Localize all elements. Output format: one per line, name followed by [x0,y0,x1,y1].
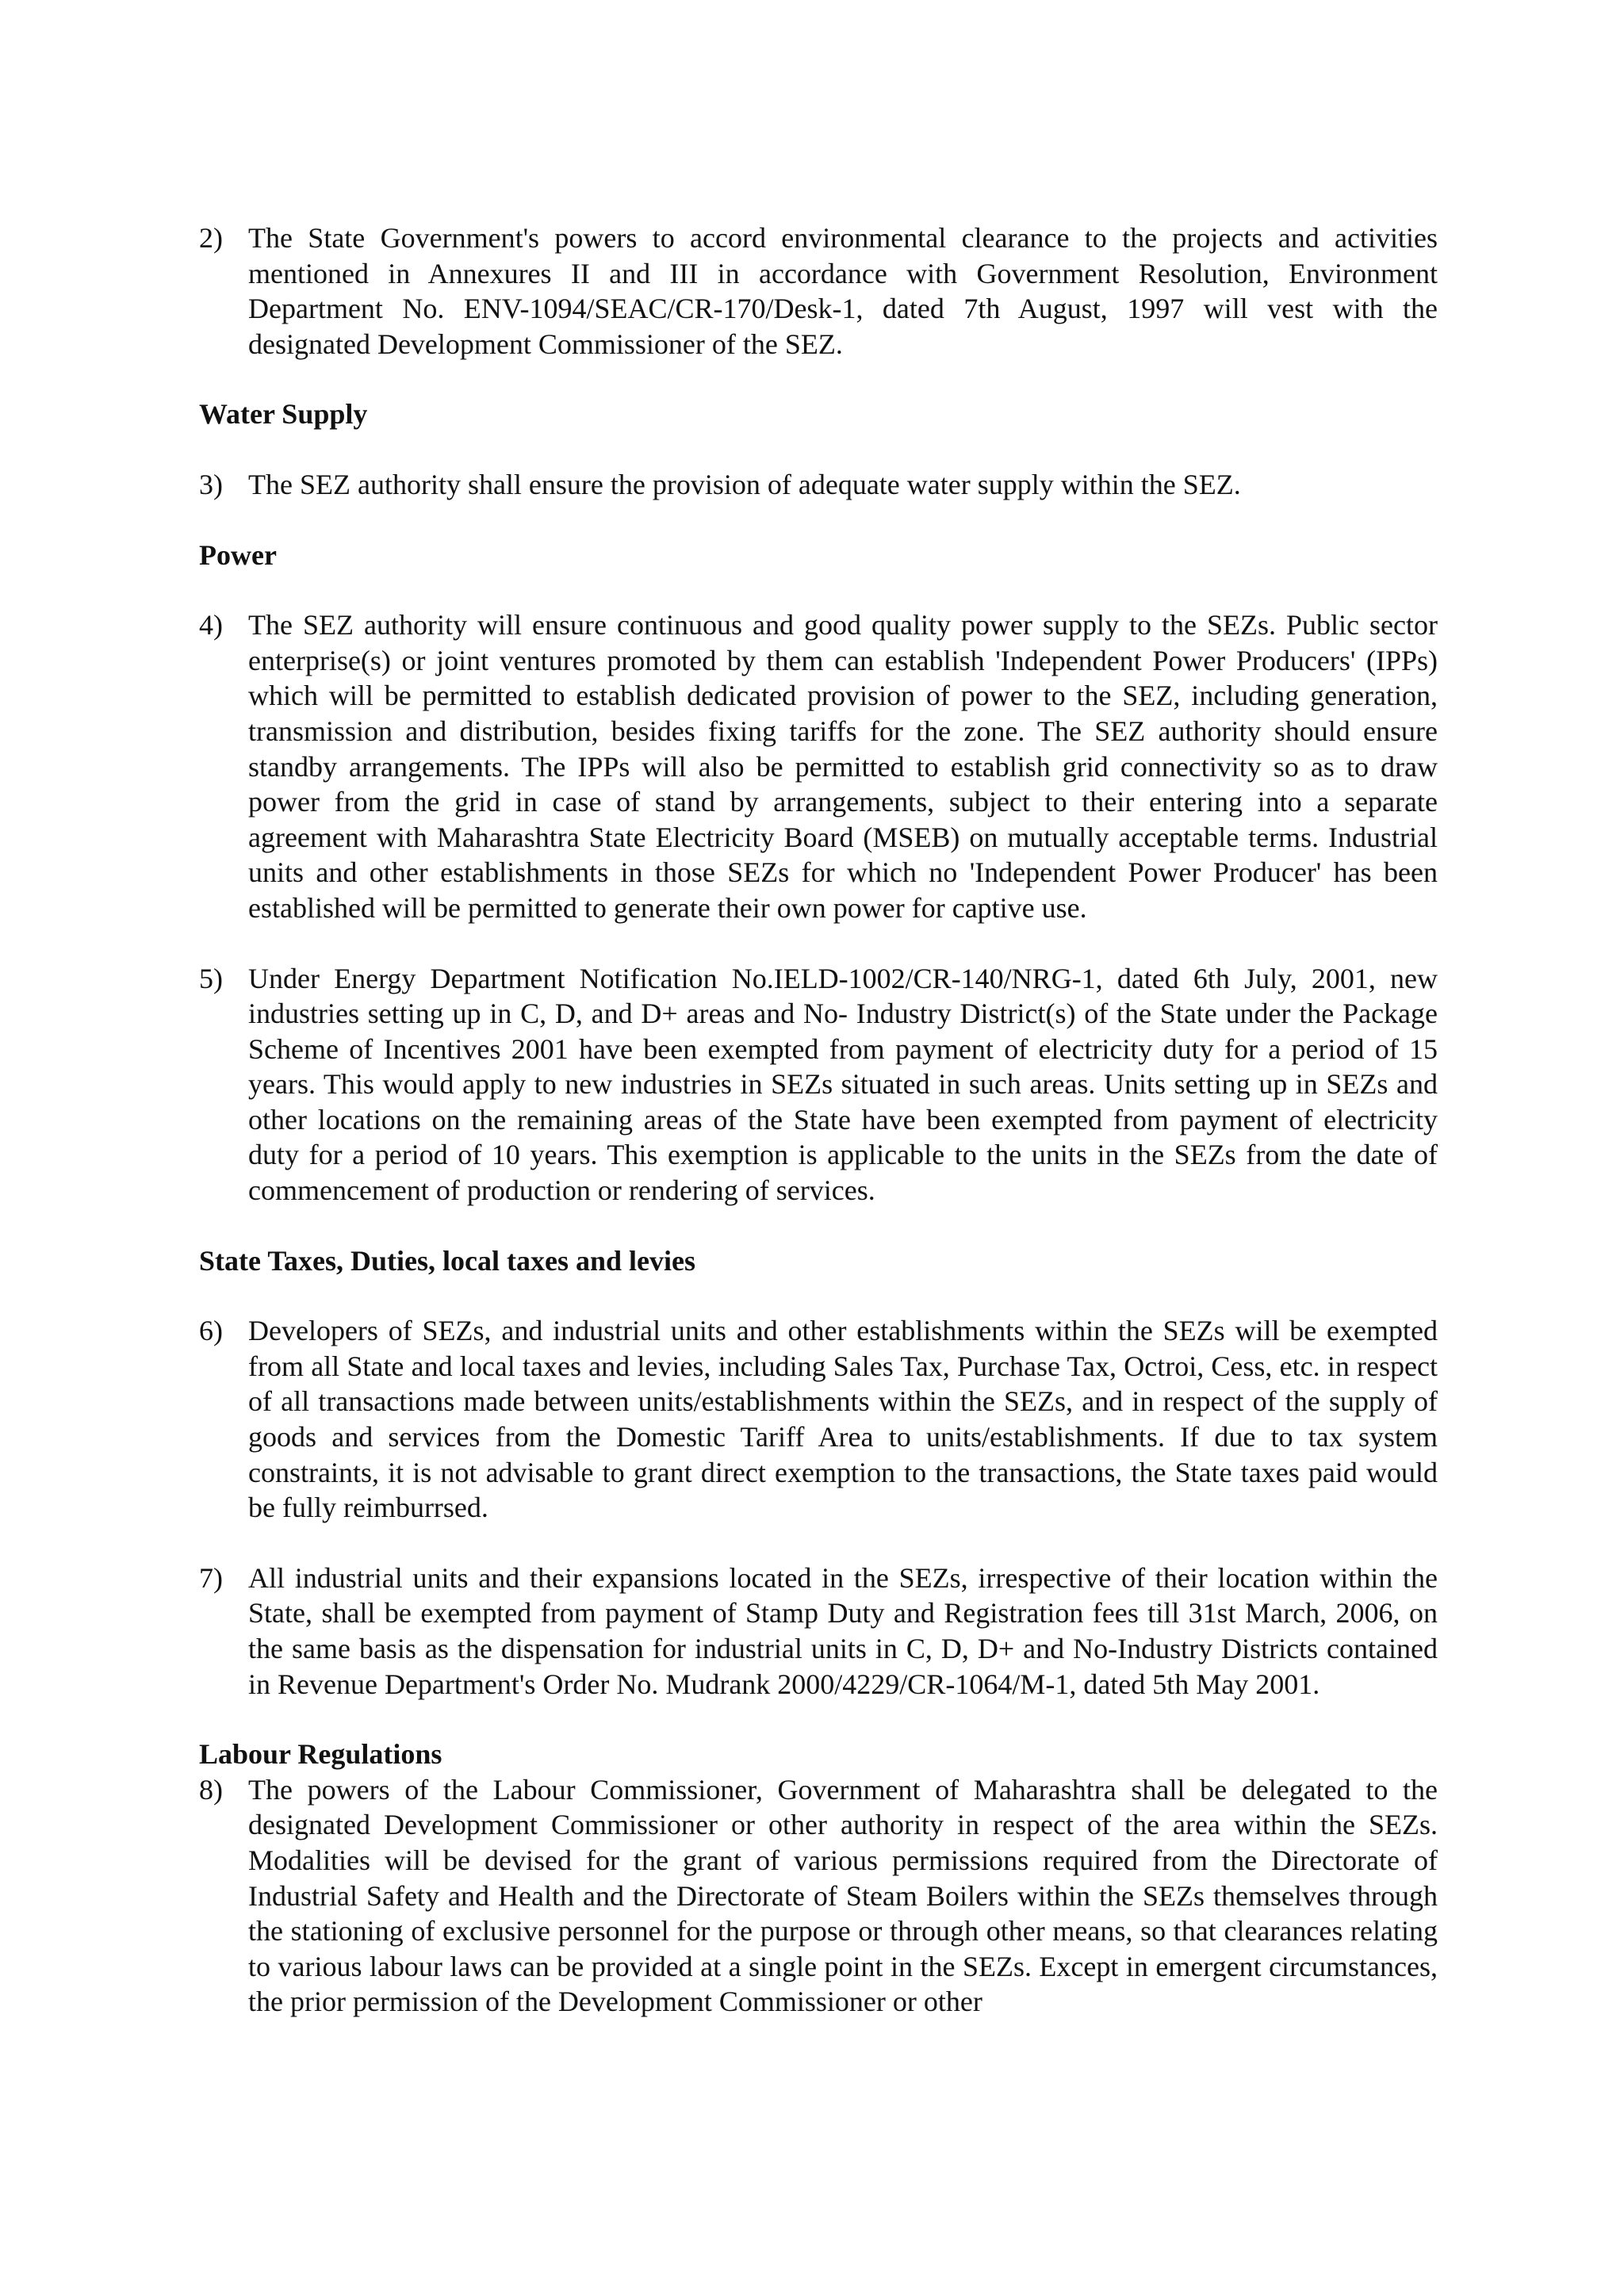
heading-labour-regulations: Labour Regulations [199,1738,442,1771]
paragraph-4 [199,607,1438,925]
paragraph-text: Under Energy Department Notification No.IELD-1002/CR-140/NRG-1, dated 6th July, 2001, new industries setting up in C, D, and D+ areas and No- Industry District(s) of the State under the Package Scheme of Incentives 2001 have been exempted from payment of electricity duty for a period of 15 years. This would apply to new industries in SEZs situated in such areas. Units setting up in SEZs and other locations on the remaining areas of the State have been exempted from payment of electricity duty for a period of 10 years. This exemption is applicable to the units in the SEZs from the date of commencement of production or rendering of services. [248,962,1438,1207]
paragraph-number: 6) [199,1315,223,1347]
paragraph-text: The powers of the Labour Commissioner, Government of Maharashtra shall be delegated to the designated Development Commissioner or other authority in respect of the area within the SEZs. Modalities will be devised for the grant of various permissions required from the Directorate of Industrial Safety and Health and the Directorate of Steam Boilers within the SEZs themselves through the stationing of exclusive personnel for the purpose or through other means, so that clearances relating to various labour laws can be provided at a single point in the SEZs. Except in emergent circumstances, the prior permission of the Development Commissioner or other [248,1773,1438,2018]
heading-power: Power [199,538,277,571]
heading-water-supply: Water Supply [199,398,368,431]
paragraph-2 [199,220,1438,362]
paragraph-text: The SEZ authority will ensure continuous and good quality power supply to the SEZs. Public sector enterprise(s) or joint ventures promoted by them can establish 'Independent Power Producers' (IPPs) which will be permitted to establish dedicated provision of power to the SEZ, including generation, transmission and distribution, besides fixing tariffs for the zone. The SEZ authority should ensure standby arrangements. The IPPs will also be permitted to establish grid connectivity so as to draw power from the grid in case of stand by arrangements, subject to their entering into a separate agreement with Maharashtra State Electricity Board (MSEB) on mutually acceptable terms. Industrial units and other establishments in those SEZs for which no 'Independent Power Producer' has been established will be permitted to generate their own power for captive use. [248,609,1438,924]
paragraph-6 [199,1313,1438,1526]
paragraph-text: The State Government's powers to accord environmental clearance to the projects and activities mentioned in Annexures II and III in accordance with Government Resolution, Environment Department No. ENV-1094/SEAC/CR-170/Desk-1, dated 7th August, 1997 will vest with the designated Development Commissioner of the SEZ. [248,222,1438,360]
paragraph-number: 4) [199,609,223,641]
paragraph-7 [199,1561,1438,1702]
paragraph-number: 7) [199,1561,223,1594]
paragraph-3 [199,467,1438,503]
paragraph-number: 8) [199,1773,223,1806]
paragraph-8 [199,1772,1438,2020]
heading-state-taxes: State Taxes, Duties, local taxes and levies [199,1244,695,1277]
paragraph-number: 5) [199,962,223,994]
paragraph-text: Developers of SEZs, and industrial units and other establishments within the SEZs will be exempted from all State and local taxes and levies, including Sales Tax, Purchase Tax, Octroi, Cess, etc. in respect of all transactions made between units/establishments within the SEZs, and in respect of the supply of goods and services from the Domestic Tariff Area to units/establishments. If due to tax system constraints, it is not advisable to grant direct exemption to the transactions, the State taxes paid would be fully reimburrsed. [248,1315,1438,1524]
document-page [199,220,1438,2020]
paragraph-text: All industrial units and their expansions located in the SEZs, irrespective of their location within the State, shall be exempted from payment of Stamp Duty and Registration fees till 31st March, 2006, on the same basis as the dispensation for industrial units in C, D, D+ and No-Industry Districts contained in Revenue Department's Order No. Mudrank 2000/4229/CR-1064/M-1, dated 5th May 2001. [248,1561,1438,1700]
paragraph-number: 3) [199,468,223,500]
paragraph-text: The SEZ authority shall ensure the provision of adequate water supply within the SEZ. [248,468,1241,500]
paragraph-number: 2) [199,222,223,254]
paragraph-5 [199,961,1438,1208]
